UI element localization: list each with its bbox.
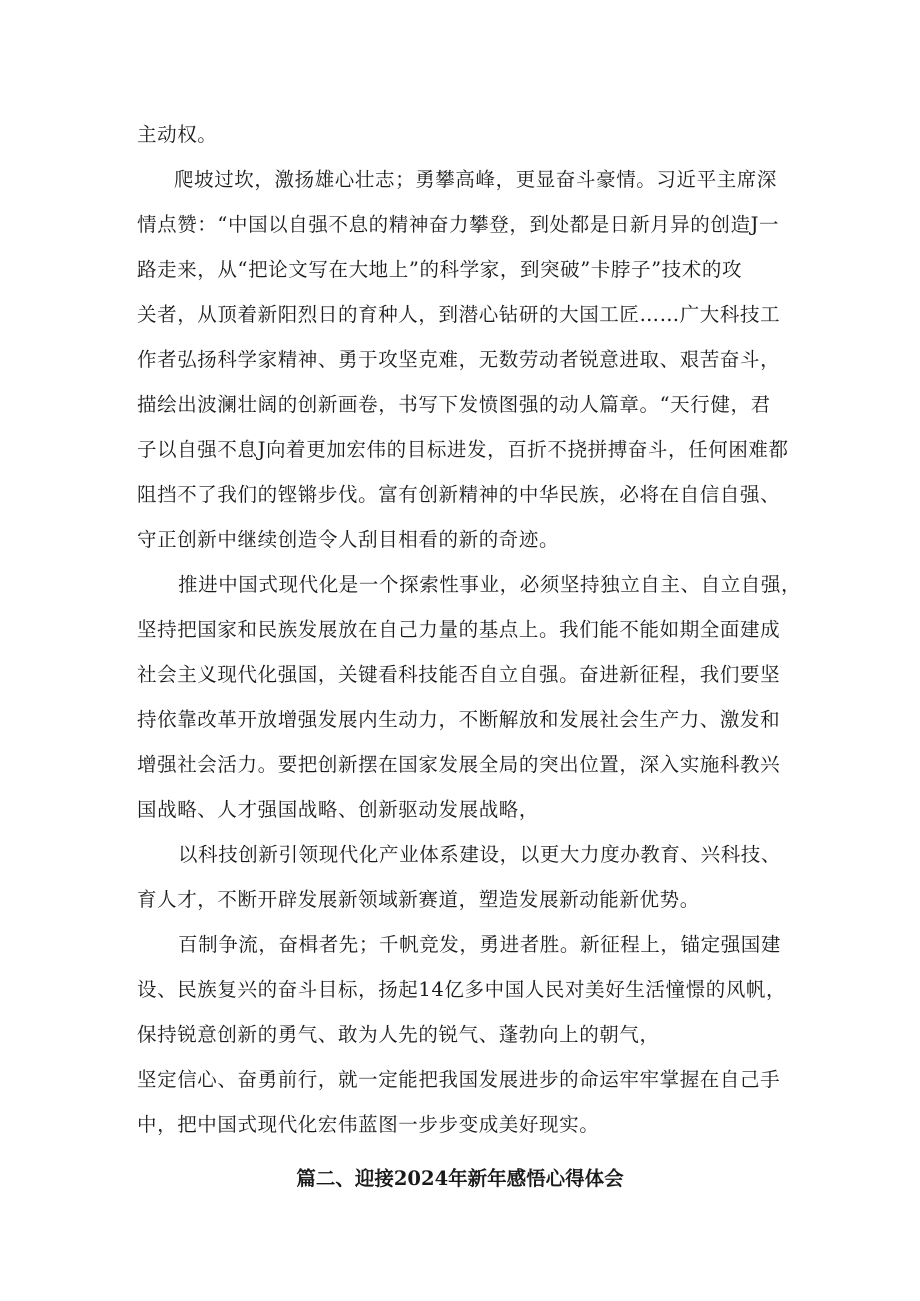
text-line: 主动权。 (137, 123, 218, 146)
text-line: 情点赞：“中国以自强不息的精神奋力攀登，到处都是日新月异的创造J一 (137, 213, 780, 236)
paragraph-first-line: 百制争流，奋楫者先；千帆竞发，勇进者胜。新征程上，锚定强国建 (178, 933, 782, 956)
text-line: 阻挡不了我们的铿锵步伐。富有创新精神的中华民族，必将在自信自强、 (137, 483, 781, 506)
text-line: 作者弘扬科学家精神、勇于攻坚克难，无数劳动者锐意进取、艰苦奋斗， (137, 348, 781, 371)
paragraph-first-line: 爬坡过坎，激扬雄心壮志；勇攀高峰，更显奋斗豪情。习近平主席深 (174, 168, 778, 191)
text-line: 守正创新中继续创造令人刮目相看的新的奇迹。 (137, 528, 560, 551)
paragraph-first-line: 推进中国式现代化是一个探索性事业，必须坚持独立自主、自立自强， (178, 573, 802, 596)
text-line: 持依靠改革开放增强发展内生动力，不断解放和发展社会生产力、激发和 (137, 708, 781, 731)
text-line: 设、民族复兴的奋斗目标，扬起14亿多中国人民对美好生活憧憬的风帆， (137, 978, 787, 1001)
text-line: 保持锐意创新的勇气、敢为人先的锐气、蓬勃向上的朝气， (137, 1023, 660, 1046)
text-line: 子以自强不息J向着更加宏伟的目标进发，百折不挠拼搏奋斗，任何困难都 (137, 438, 789, 461)
text-line: 坚定信心、奋勇前行，就一定能把我国发展进步的命运牢牢掌握在自己手 (137, 1068, 781, 1091)
text-line: 路走来，从“把论文写在大地上”的科学家，到突破”卡脖子”技术的攻 (137, 258, 743, 281)
text-line: 坚持把国家和民族发展放在自己力量的基点上。我们能不能如期全面建成 (137, 618, 781, 641)
text-line: 社会主义现代化强国，关键看科技能否自立自强。奋进新征程，我们要坚 (137, 663, 781, 686)
text-line: 描绘出波澜壮阔的创新画卷，书写下发愤图强的动人篇章。“天行健，君 (137, 393, 771, 416)
text-line: 中，把中国式现代化宏伟蓝图一步步变成美好现实。 (137, 1113, 600, 1136)
section-heading: 篇二、迎接2024年新年感悟心得体会 (296, 1167, 624, 1190)
text-line: 育人才，不断开辟发展新领域新赛道，塑造发展新动能新优势。 (137, 888, 700, 911)
text-line: 增强社会活力。要把创新摆在国家发展全局的突出位置，深入实施科教兴 (137, 753, 781, 776)
text-line: 关者，从顶着新阳烈日的育种人，到潜心钻研的大国工匠……广大科技工 (137, 303, 781, 326)
text-line: 国战略、人才强国战略、创新驱动发展战略， (137, 798, 540, 821)
paragraph-first-line: 以科技创新引领现代化产业体系建设，以更大力度办教育、兴科技、 (178, 843, 782, 866)
